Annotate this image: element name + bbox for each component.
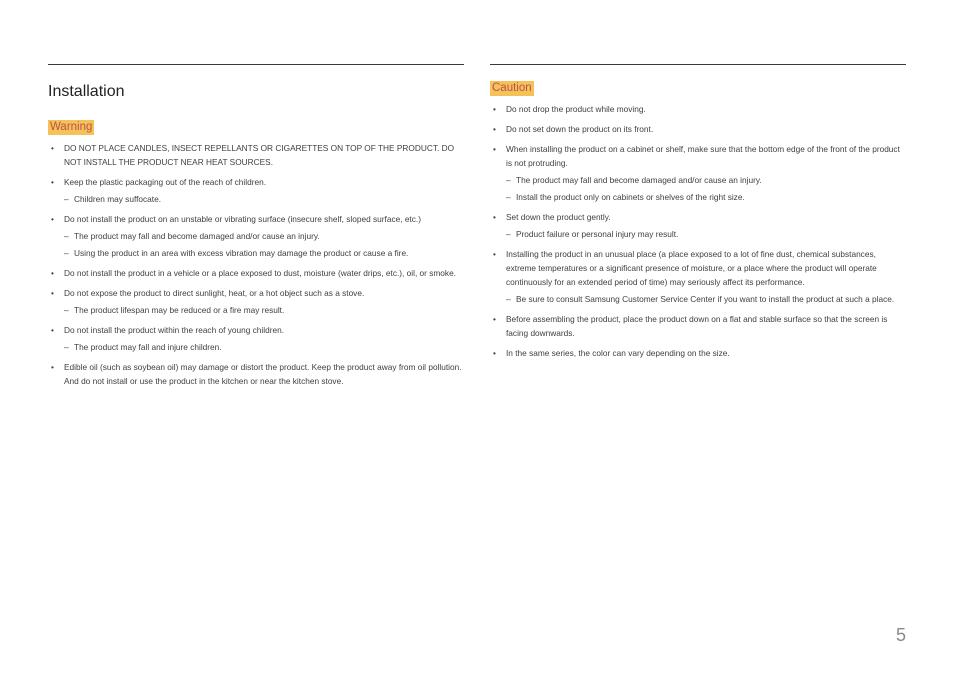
caution-item-text: In the same series, the color can vary depending on the size.	[506, 348, 730, 358]
caution-label: Caution	[492, 82, 532, 94]
warning-item	[48, 286, 464, 317]
warning-item	[48, 212, 464, 260]
caution-list	[490, 102, 906, 360]
dash-icon: –	[64, 194, 69, 204]
caution-item	[490, 102, 906, 116]
caution-sub-item	[506, 227, 906, 241]
warning-sub-item	[64, 229, 464, 243]
caution-sub-item-text: Install the product only on cabinets or shelves of the right size.	[516, 192, 745, 202]
bullet-icon: •	[51, 325, 54, 335]
caution-item	[490, 142, 906, 204]
warning-sub-item	[64, 303, 464, 317]
caution-sub-list	[506, 173, 906, 204]
caution-item	[490, 122, 906, 136]
warning-item-text: Edible oil (such as soybean oil) may damage or distort the product. Keep the product away from oil pollution. And do not install or use the product in the kitchen or near the kitchen stove.	[64, 362, 462, 386]
caution-item-text: Do not drop the product while moving.	[506, 104, 646, 114]
bullet-icon: •	[493, 314, 496, 324]
bullet-icon: •	[51, 143, 54, 153]
caution-item	[490, 346, 906, 360]
caution-item	[490, 247, 906, 306]
left-column	[48, 64, 464, 388]
warning-sub-list	[64, 229, 464, 260]
caution-item	[490, 210, 906, 241]
warning-item	[48, 141, 464, 169]
warning-sub-item	[64, 340, 464, 354]
caution-item-text: Set down the product gently.	[506, 212, 611, 222]
bullet-icon: •	[51, 362, 54, 372]
bullet-icon: •	[51, 268, 54, 278]
bullet-icon: •	[493, 249, 496, 259]
warning-sub-list	[64, 303, 464, 317]
caution-sub-item-text: Be sure to consult Samsung Customer Service Center if you want to install the product at such a place.	[516, 294, 895, 304]
warning-item	[48, 323, 464, 354]
caution-sub-item-text: Product failure or personal injury may result.	[516, 229, 679, 239]
right-column	[490, 64, 906, 360]
dash-icon: –	[506, 294, 511, 304]
caution-item	[490, 312, 906, 340]
warning-item	[48, 266, 464, 280]
caution-sub-item	[506, 190, 906, 204]
dash-icon: –	[64, 342, 69, 352]
left-top-rule	[48, 64, 464, 65]
warning-sub-item-text: Using the product in an area with excess vibration may damage the product or cause a fire.	[74, 248, 409, 258]
bullet-icon: •	[493, 124, 496, 134]
dash-icon: –	[506, 175, 511, 185]
bullet-icon: •	[51, 177, 54, 187]
caution-sub-item	[506, 292, 906, 306]
bullet-icon: •	[51, 214, 54, 224]
caution-item-text: Before assembling the product, place the product down on a flat and stable surface so that the screen is facing downwards.	[506, 314, 888, 338]
section-title: Installation	[48, 83, 125, 100]
dash-icon: –	[64, 248, 69, 258]
warning-item-text: Do not install the product on an unstable or vibrating surface (insecure shelf, sloped surface, etc.)	[64, 214, 421, 224]
warning-sub-list	[64, 192, 464, 206]
warning-item	[48, 175, 464, 206]
caution-sub-item	[506, 173, 906, 187]
warning-list	[48, 141, 464, 388]
warning-item-text: Keep the plastic packaging out of the reach of children.	[64, 177, 267, 187]
dash-icon: –	[64, 305, 69, 315]
warning-sub-item-text: The product may fall and become damaged and/or cause an injury.	[74, 231, 320, 241]
caution-item-text: Do not set down the product on its front.	[506, 124, 654, 134]
warning-item-text: DO NOT PLACE CANDLES, INSECT REPELLANTS OR CIGARETTES ON TOP OF THE PRODUCT. DO NOT INSTALL THE PRODUCT NEAR HEAT SOURCES.	[64, 143, 455, 167]
warning-sub-list	[64, 340, 464, 354]
warning-sub-item-text: The product may fall and injure children.	[74, 342, 222, 352]
warning-label: Warning	[50, 121, 93, 133]
dash-icon: –	[506, 192, 511, 202]
caution-item-text: When installing the product on a cabinet or shelf, make sure that the bottom edge of the front of the product is not protruding.	[506, 144, 900, 168]
warning-sub-item-text: Children may suffocate.	[74, 194, 162, 204]
warning-sub-item-text: The product lifespan may be reduced or a fire may result.	[74, 305, 285, 315]
caution-sub-list	[506, 227, 906, 241]
warning-item-text: Do not expose the product to direct sunlight, heat, or a hot object such as a stove.	[64, 288, 365, 298]
bullet-icon: •	[493, 104, 496, 114]
page-number: 5	[895, 625, 906, 645]
bullet-icon: •	[493, 348, 496, 358]
warning-item	[48, 360, 464, 388]
warning-item-text: Do not install the product in a vehicle or a place exposed to dust, moisture (water drips, etc.), oil, or smoke.	[64, 268, 456, 278]
caution-sub-item-text: The product may fall and become damaged and/or cause an injury.	[516, 175, 762, 185]
caution-item-text: Installing the product in an unusual place (a place exposed to a lot of fine dust, chemical substances, extreme temperatures or a significant presence of moisture, or a place where the product will operate continuously for an extended period of time) may seriously affect its performance.	[506, 249, 877, 287]
warning-item-text: Do not install the product within the reach of young children.	[64, 325, 284, 335]
caution-sub-list	[506, 292, 906, 306]
bullet-icon: •	[493, 144, 496, 154]
dash-icon: –	[506, 229, 511, 239]
warning-sub-item	[64, 192, 464, 206]
bullet-icon: •	[51, 288, 54, 298]
bullet-icon: •	[493, 212, 496, 222]
dash-icon: –	[64, 231, 69, 241]
warning-sub-item	[64, 246, 464, 260]
